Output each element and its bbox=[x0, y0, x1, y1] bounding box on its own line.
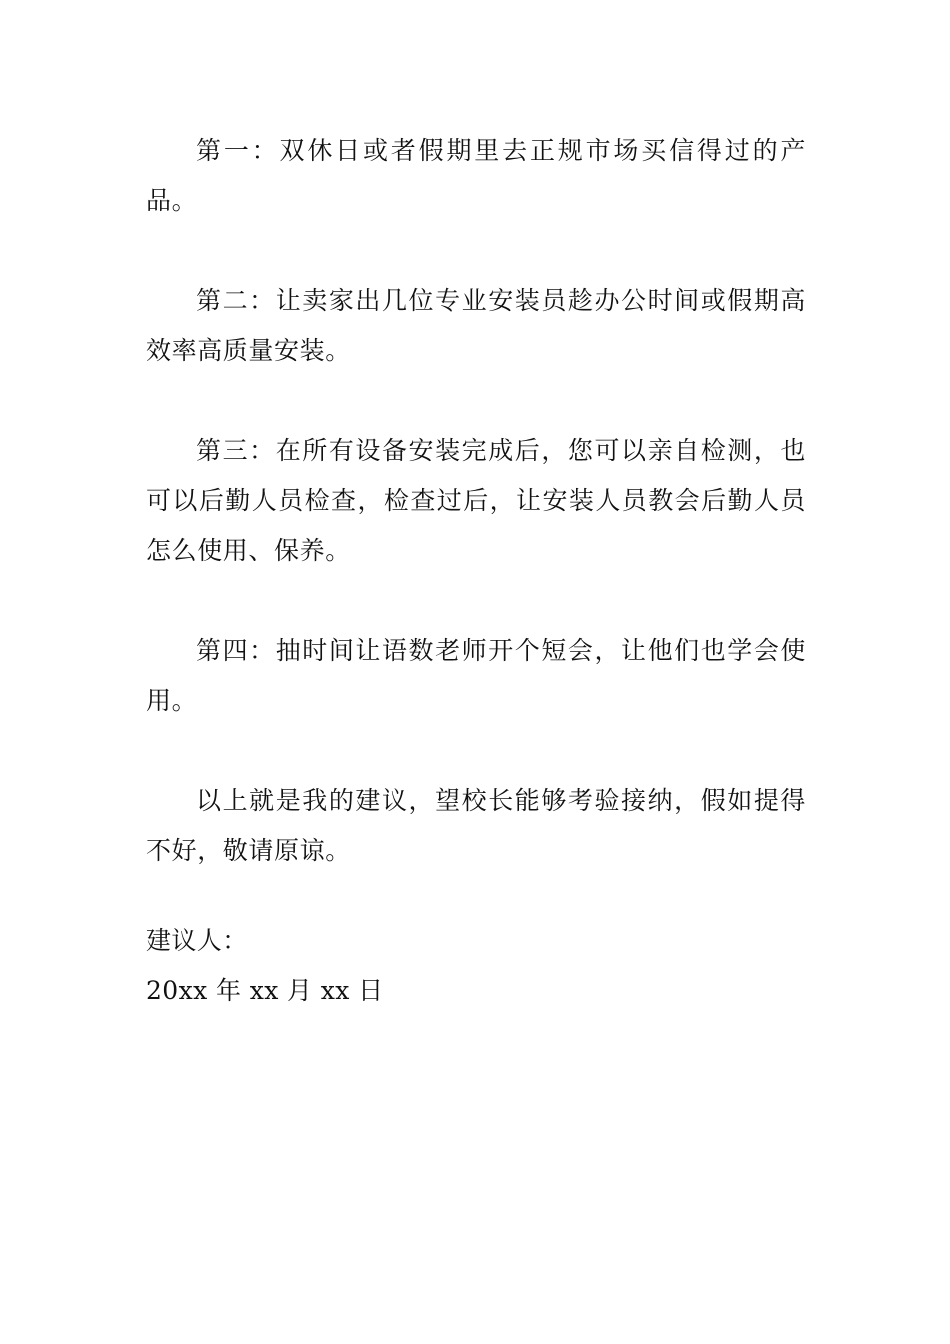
paragraph-fourth: 第四：抽时间让语数老师开个短会，让他们也学会使用。 bbox=[146, 636, 806, 715]
paragraph-first: 第一：双休日或者假期里去正规市场买信得过的产品。 bbox=[146, 136, 806, 215]
signature-date: 20xx 年 xx 月 xx 日 bbox=[146, 976, 384, 1005]
paragraph-third: 第三：在所有设备安装完成后，您可以亲自检测，也可以后勤人员检查，检查过后，让安装人员教会后勤人员怎么使用、保养。 bbox=[146, 436, 806, 565]
paragraph-closing: 以上就是我的建议，望校长能够考验接纳，假如提得不好，敬请原谅。 bbox=[146, 786, 806, 865]
signature-block bbox=[146, 916, 806, 1016]
document-body bbox=[146, 126, 806, 926]
paragraph-second: 第二：让卖家出几位专业安装员趁办公时间或假期高效率高质量安装。 bbox=[146, 286, 806, 365]
proposer-label: 建议人： bbox=[146, 926, 248, 955]
